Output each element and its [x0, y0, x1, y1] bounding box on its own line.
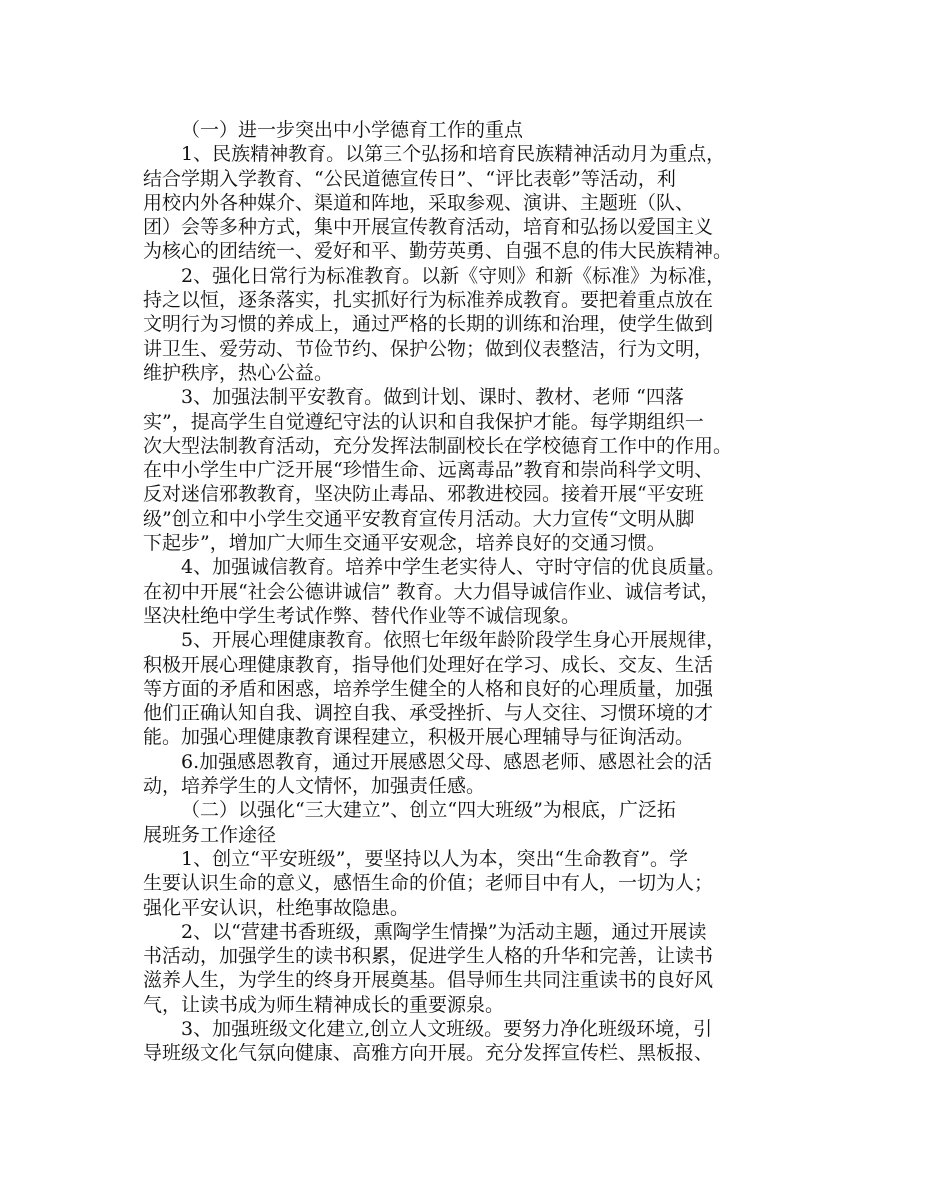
text-line: 等方面的矛盾和困惑，培养学生健全的人格和良好的心理质量，加强 — [143, 677, 714, 700]
text-line: 他们正确认知自我、调控自我、承受挫折、与人交往、习惯环境的才 — [143, 702, 714, 725]
text-line: 级”创立和中小学生交通平安教育宣传月活动。大力宣传“文明从脚 — [143, 507, 695, 530]
text-line: 展班务工作途径 — [143, 823, 277, 846]
text-line: 滋养人生，为学生的终身开展奠基。倡导师生共同注重读书的良好风 — [143, 969, 714, 992]
text-line: 在中小学生中广泛开展“珍惜生命、远离毒品”教育和崇尚科学文明、 — [143, 459, 714, 482]
text-line: 下起步”，增加广大师生交通平安观念，培养良好的交通习惯。 — [143, 532, 666, 555]
text-line: 1、民族精神教育。以第三个弘扬和培育民族精神活动月为重点， — [181, 143, 726, 166]
text-line: 气，让读书成为师生精神成长的重要源泉。 — [143, 993, 505, 1016]
text-line: 能。加强心理健康教育课程建立，积极开展心理辅导与征询活动。 — [143, 726, 695, 749]
text-line: 持之以恒，逐条落实，扎实抓好行为标准养成教育。要把着重点放在 — [143, 289, 714, 312]
text-line: 文明行为习惯的养成上，通过严格的长期的训练和治理，使学生做到 — [143, 313, 714, 336]
document-body — [143, 118, 813, 1066]
text-line: 导班级文化气氛向健康、高雅方向开展。充分发挥宣传栏、黑板报、 — [143, 1042, 714, 1065]
text-line: 2、以“营建书香班级，熏陶学生情操”为活动主题，通过开展读 — [181, 920, 707, 943]
text-line: 为核心的团结统一、爱好和平、勤劳英勇、自强不息的伟大民族精神。 — [143, 240, 733, 263]
text-line: （二）以强化“三大建立”、创立“四大班级”为根底，广泛拓 — [181, 799, 676, 822]
text-line: 反对迷信邪教教育，坚决防止毒品、邪教进校园。接着开展“平安班 — [143, 483, 704, 506]
text-line: 强化平安认识，杜绝事故隐患。 — [143, 896, 410, 919]
text-line: 6.加强感恩教育，通过开展感恩父母、感恩老师、感恩社会的活 — [181, 750, 713, 773]
text-line: 2、强化日常行为标准教育。以新《守则》和新《标准》为标准， — [181, 264, 726, 287]
text-line: 5、开展心理健康教育。依照七年级年龄阶段学生身心开展规律， — [181, 629, 726, 652]
text-line: 动，培养学生的人文情怀，加强责任感。 — [143, 775, 486, 798]
text-line: 团）会等多种方式，集中开展宣传教育活动，培育和弘扬以爱国主义 — [143, 216, 714, 239]
text-line: 实”，提高学生自觉遵纪守法的认识和自我保护才能。每学期组织一 — [143, 410, 704, 433]
text-line: 3、加强法制平安教育。做到计划、课时、教材、老师 “四落 — [181, 386, 684, 409]
text-line: 4、加强诚信教育。培养中学生老实待人、守时守信的优良质量。 — [181, 556, 726, 579]
text-line: 讲卫生、爱劳动、节俭节约、保护公物；做到仪表整洁，行为文明， — [143, 337, 714, 360]
text-line: 次大型法制教育活动，充分发挥法制副校长在学校德育工作中的作用。 — [143, 434, 733, 457]
text-line: （一）进一步突出中小学德育工作的重点 — [181, 119, 524, 141]
text-line: 坚决杜绝中学生考试作弊、替代作业等不诚信现象。 — [143, 604, 581, 627]
text-line: 维护秩序，热心公益。 — [143, 361, 334, 384]
text-line: 用校内外各种媒介、渠道和阵地，采取参观、演讲、主题班（队、 — [143, 191, 695, 214]
text-line: 3、加强班级文化建立,创立人文班级。要努力净化班级环境，引 — [181, 1017, 713, 1040]
text-line: 1、创立“平安班级”，要坚持以人为本，突出“生命教育”。学 — [181, 847, 688, 870]
text-line: 生要认识生命的意义，感悟生命的价值；老师目中有人，一切为人； — [143, 872, 714, 895]
text-line: 积极开展心理健康教育，指导他们处理好在学习、成长、交友、生活 — [143, 653, 714, 676]
text-line: 结合学期入学教育、“公民道德宣传日”、“评比表彰”等活动，利 — [143, 167, 676, 190]
text-line: 书活动，加强学生的读书积累，促进学生人格的升华和完善，让读书 — [143, 945, 714, 968]
text-line: 在初中开展“社会公德讲诚信” 教育。大力倡导诚信作业、诚信考试， — [143, 580, 720, 603]
